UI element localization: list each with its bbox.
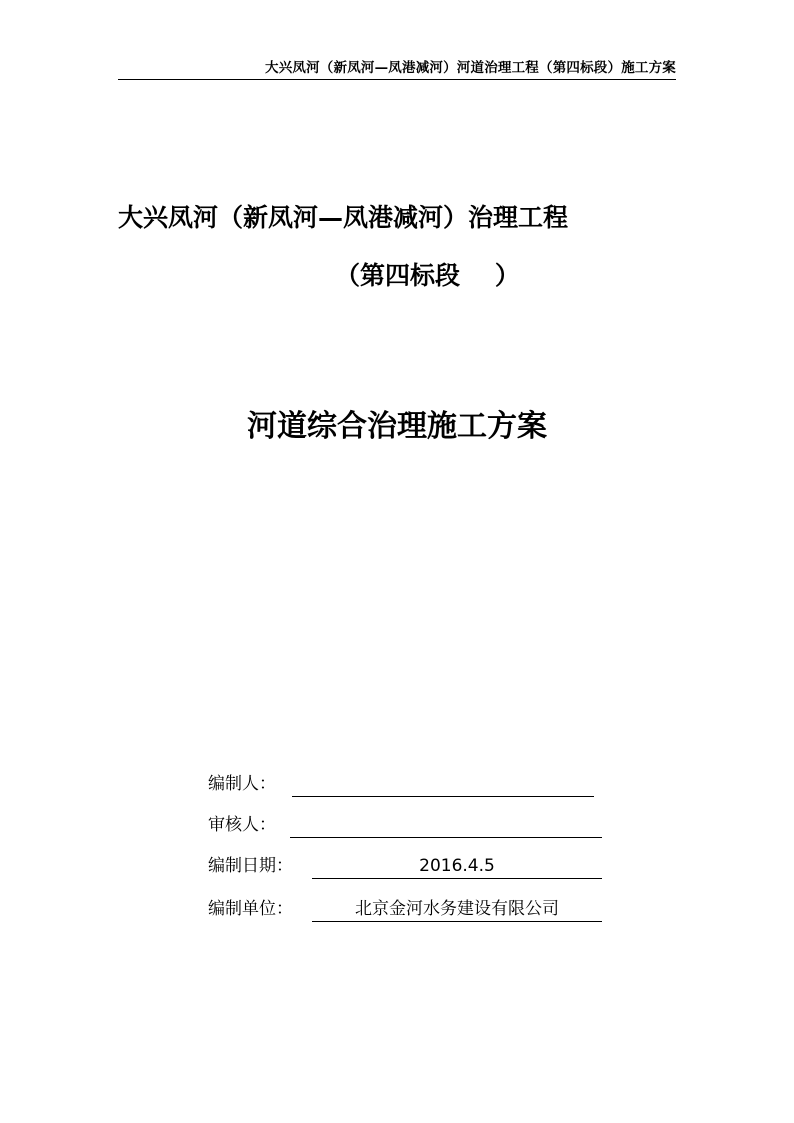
date-row — [208, 853, 602, 879]
compiler-field — [292, 771, 594, 797]
reviewer-row — [208, 812, 602, 838]
running-header-title: 大兴凤河（新凤河—凤港减河）河道治理工程（第四标段）施工方案 — [265, 60, 676, 76]
compiler-label: 编制人： — [208, 774, 276, 794]
header-rule — [118, 79, 676, 80]
date-field: 2016.4.5 — [312, 853, 602, 879]
reviewer-label: 审核人： — [208, 815, 276, 835]
unit-row — [208, 896, 602, 922]
document-main-title: 河道综合治理施工方案 — [247, 409, 547, 444]
reviewer-field — [290, 812, 602, 838]
date-label: 编制日期： — [208, 856, 293, 876]
unit-field: 北京金河水务建设有限公司 — [312, 896, 602, 922]
compiler-row — [208, 771, 594, 797]
project-title-line1: 大兴凤河（新凤河—凤港减河）治理工程 — [118, 203, 569, 232]
project-title-line2: （第四标段 ） — [335, 261, 520, 290]
unit-label: 编制单位： — [208, 899, 293, 919]
